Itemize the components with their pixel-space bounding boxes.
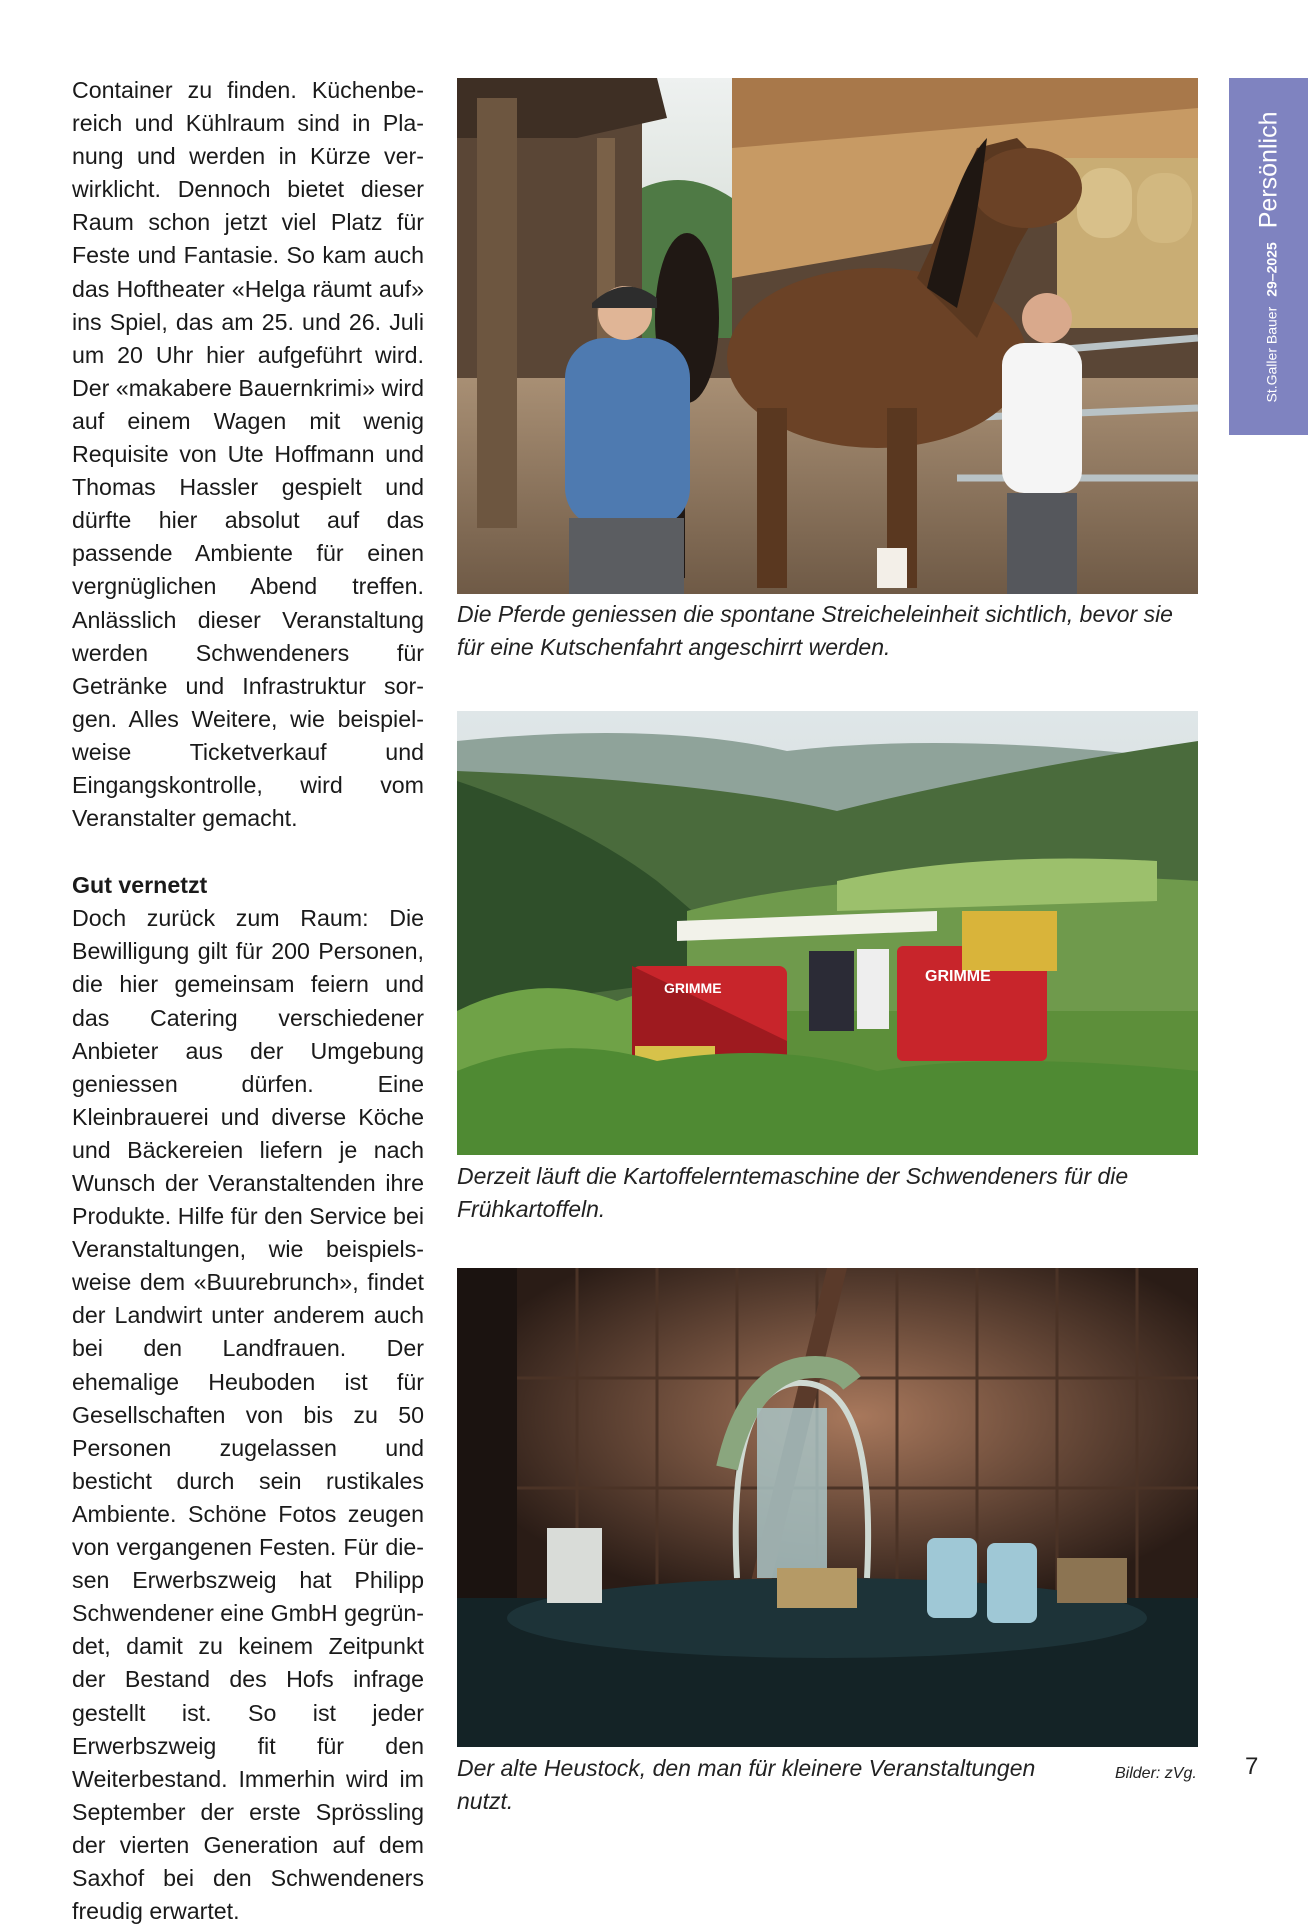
photo-harvester <box>457 711 1198 1155</box>
machine-brand-label: GRIMME <box>925 968 991 985</box>
page-number: 7 <box>1245 1753 1259 1780</box>
publication-name: St.Galler Bauer <box>1263 306 1279 402</box>
article-paragraph: Container zu finden. Küchenbereich und Kühlraum sind in Planung und werden in Kürze verwirklicht. Dennoch bietet dieser Raum schon jetzt viel Platz für Feste und Fantasie. So kam auch das Hoftheater «Helga räumt auf» ins Spiel, das am 25. und 26. Juli um 20 Uhr hier aufgeführt wird. Der «makabere Bauernkrimi» wird auf einem Wagen mit wenig Requisite von Ute Hoffmann und Thomas Hassler gespielt und dürfte hier absolut auf das passende Ambiente für einen vergnüglichen Abend treffen. Anlässlich dieser Veranstaltung werden Schwendeners für Getränke und Infrastruktur sorgen. Alles Weitere, wie beispielweise Ticketverkauf und Eingangskontrolle, wird vom Veranstalter gemacht. <box>72 77 424 832</box>
section-name: Persönlich <box>1254 111 1282 228</box>
photo-horses <box>457 78 1198 594</box>
article-column <box>72 74 424 1928</box>
article-subheading: Gut vernetzt <box>72 872 208 899</box>
photo-caption: Der alte Heustock, den man für kleinere Veranstaltungen nutzt. <box>457 1755 1036 1814</box>
photo-caption: Derzeit läuft die Kartoffelerntemaschine der Schwendeners für die Frühkartoffeln. <box>457 1163 1129 1222</box>
photo-credit: Bilder: zVg. <box>1115 1765 1197 1782</box>
photo-caption: Die Pferde geniessen die spontane Streicheleinheit sichtlich, bevor sie für eine Kutschenfahrt angeschirrt werden. <box>457 601 1173 660</box>
article-paragraph: Doch zurück zum Raum: Die Bewilligung gilt für 200 Personen, die hier gemeinsam feiern und das Catering verschiedener Anbieter aus der Umgebung geniessen dürfen. Eine Kleinbrauerei und diverse Köche und Bäckereien liefern je nach Wunsch der Veranstaltenden ihre Produkte. Hilfe für den Service bei Veranstaltungen, wie beispielsweise dem «Buurebrunch», findet der Landwirt unter anderem auch bei den Landfrauen. Der ehemalige Heuboden ist für Gesellschaften von bis zu 50 Personen zugelassen und besticht durch sein rustikales Ambiente. Schöne Fotos zeugen von vergangenen Festen. Für diesen Erwerbszweig hat Philipp Schwendener eine GmbH gegründet, damit zu keinem Zeitpunkt der Bestand des Hofs infrage gestellt ist. So ist jeder Erwerbszweig fit für den Weiterbestand. Immerhin wird im September der erste Sprössling der vierten Generation auf dem Saxhof bei den Schwendeners freudig erwartet. <box>72 905 424 1925</box>
section-side-tab <box>1229 78 1308 435</box>
machine-brand-label: GRIMME <box>664 980 722 996</box>
photo-hayloft <box>457 1268 1198 1747</box>
issue-number: 29–2025 <box>1263 241 1279 297</box>
